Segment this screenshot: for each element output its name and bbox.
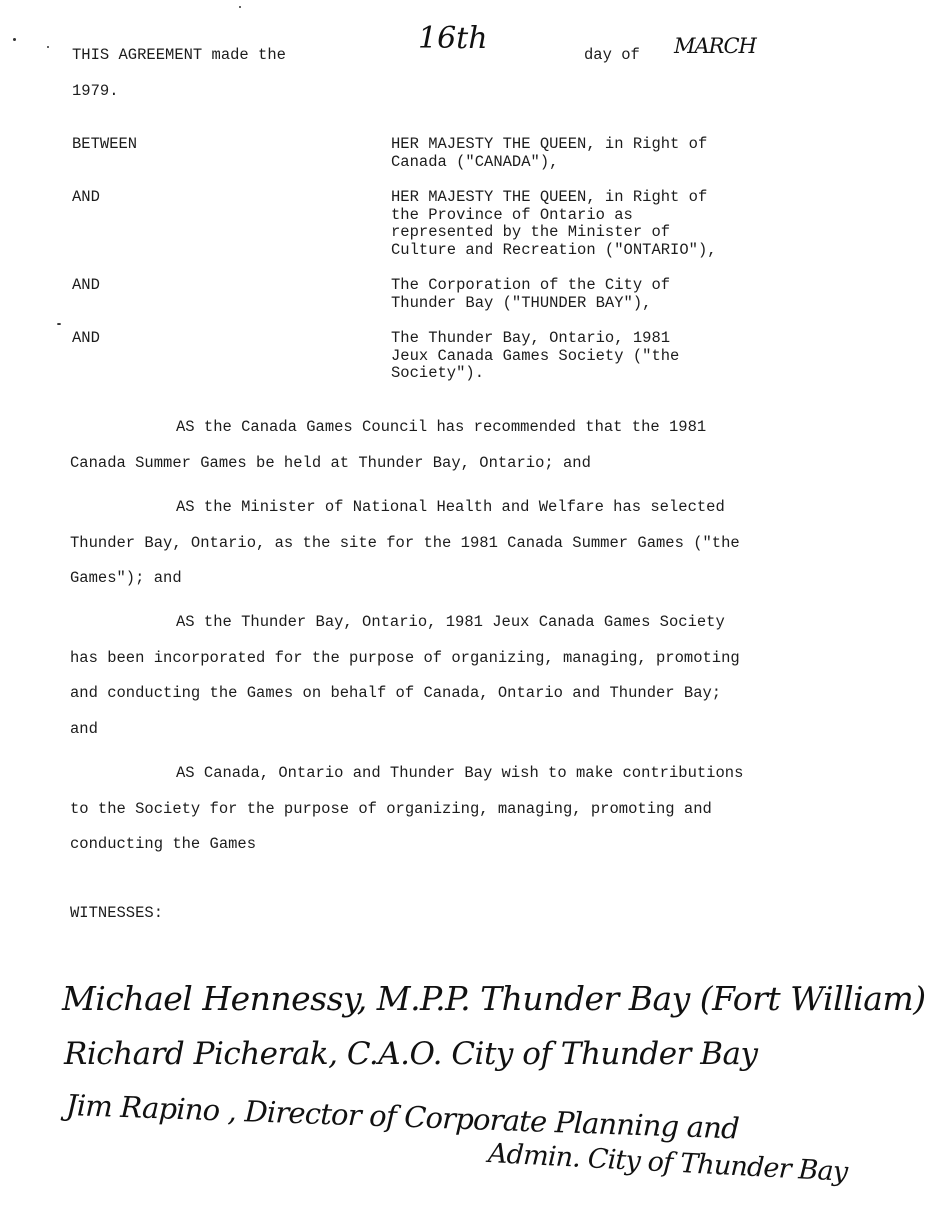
witness-rapino: Jim Rapino , Director of Corporate Planning and bbox=[65, 1088, 740, 1146]
recital-4: AS Canada, Ontario and Thunder Bay wish to make contributions to the Society for the purpose of organizing, managing, promoting and conducting the Games bbox=[70, 764, 744, 853]
scan-speck bbox=[47, 46, 49, 48]
party-label-and-2: AND bbox=[72, 276, 100, 294]
party-canada: HER MAJESTY THE QUEEN, in Right of Canada ("CANADA"), bbox=[391, 135, 708, 171]
scan-speck bbox=[13, 38, 16, 41]
party-ontario: HER MAJESTY THE QUEEN, in Right of the Province of Ontario as represented by the Minister of Culture and Recreation ("ONTARIO"), bbox=[391, 188, 717, 259]
handwritten-day: 16th bbox=[418, 21, 488, 56]
party-label-between: BETWEEN bbox=[72, 135, 138, 153]
recital-1: AS the Canada Games Council has recommended that the 1981 Canada Summer Games be held at Thunder Bay, Ontario; and bbox=[70, 418, 707, 472]
party-label-and-1: AND bbox=[72, 188, 100, 206]
agreement-year: 1979. bbox=[72, 82, 119, 100]
witness-picherak: Richard Picherak, C.A.O. City of Thunder Bay bbox=[64, 1036, 758, 1072]
witnesses-label: WITNESSES: bbox=[70, 904, 164, 922]
witness-hennessy: Michael Hennessy, M.P.P. Thunder Bay (Fort William) bbox=[62, 979, 926, 1018]
handwritten-month: MARCH bbox=[674, 34, 756, 58]
party-label-and-3: AND bbox=[72, 329, 100, 347]
recital-2: AS the Minister of National Health and Welfare has selected Thunder Bay, Ontario, as the site for the 1981 Canada Summer Games ("the Games"); and bbox=[70, 498, 740, 587]
witness-rapino-title: Admin. City of Thunder Bay bbox=[487, 1138, 849, 1188]
recital-3: AS the Thunder Bay, Ontario, 1981 Jeux Canada Games Society has been incorporated for the purpose of organizing, managing, promoting and conducting the Games on behalf of Canada, Ontario and Thunder Bay; and bbox=[70, 613, 740, 738]
scan-speck bbox=[239, 6, 241, 8]
party-thunder-bay: The Corporation of the City of Thunder Bay ("THUNDER BAY"), bbox=[391, 276, 671, 312]
agreement-intro: THIS AGREEMENT made the bbox=[72, 46, 286, 64]
day-of-label: day of bbox=[584, 46, 640, 64]
scan-speck bbox=[57, 323, 61, 325]
party-society: The Thunder Bay, Ontario, 1981 Jeux Canada Games Society ("the Society"). bbox=[391, 329, 680, 382]
